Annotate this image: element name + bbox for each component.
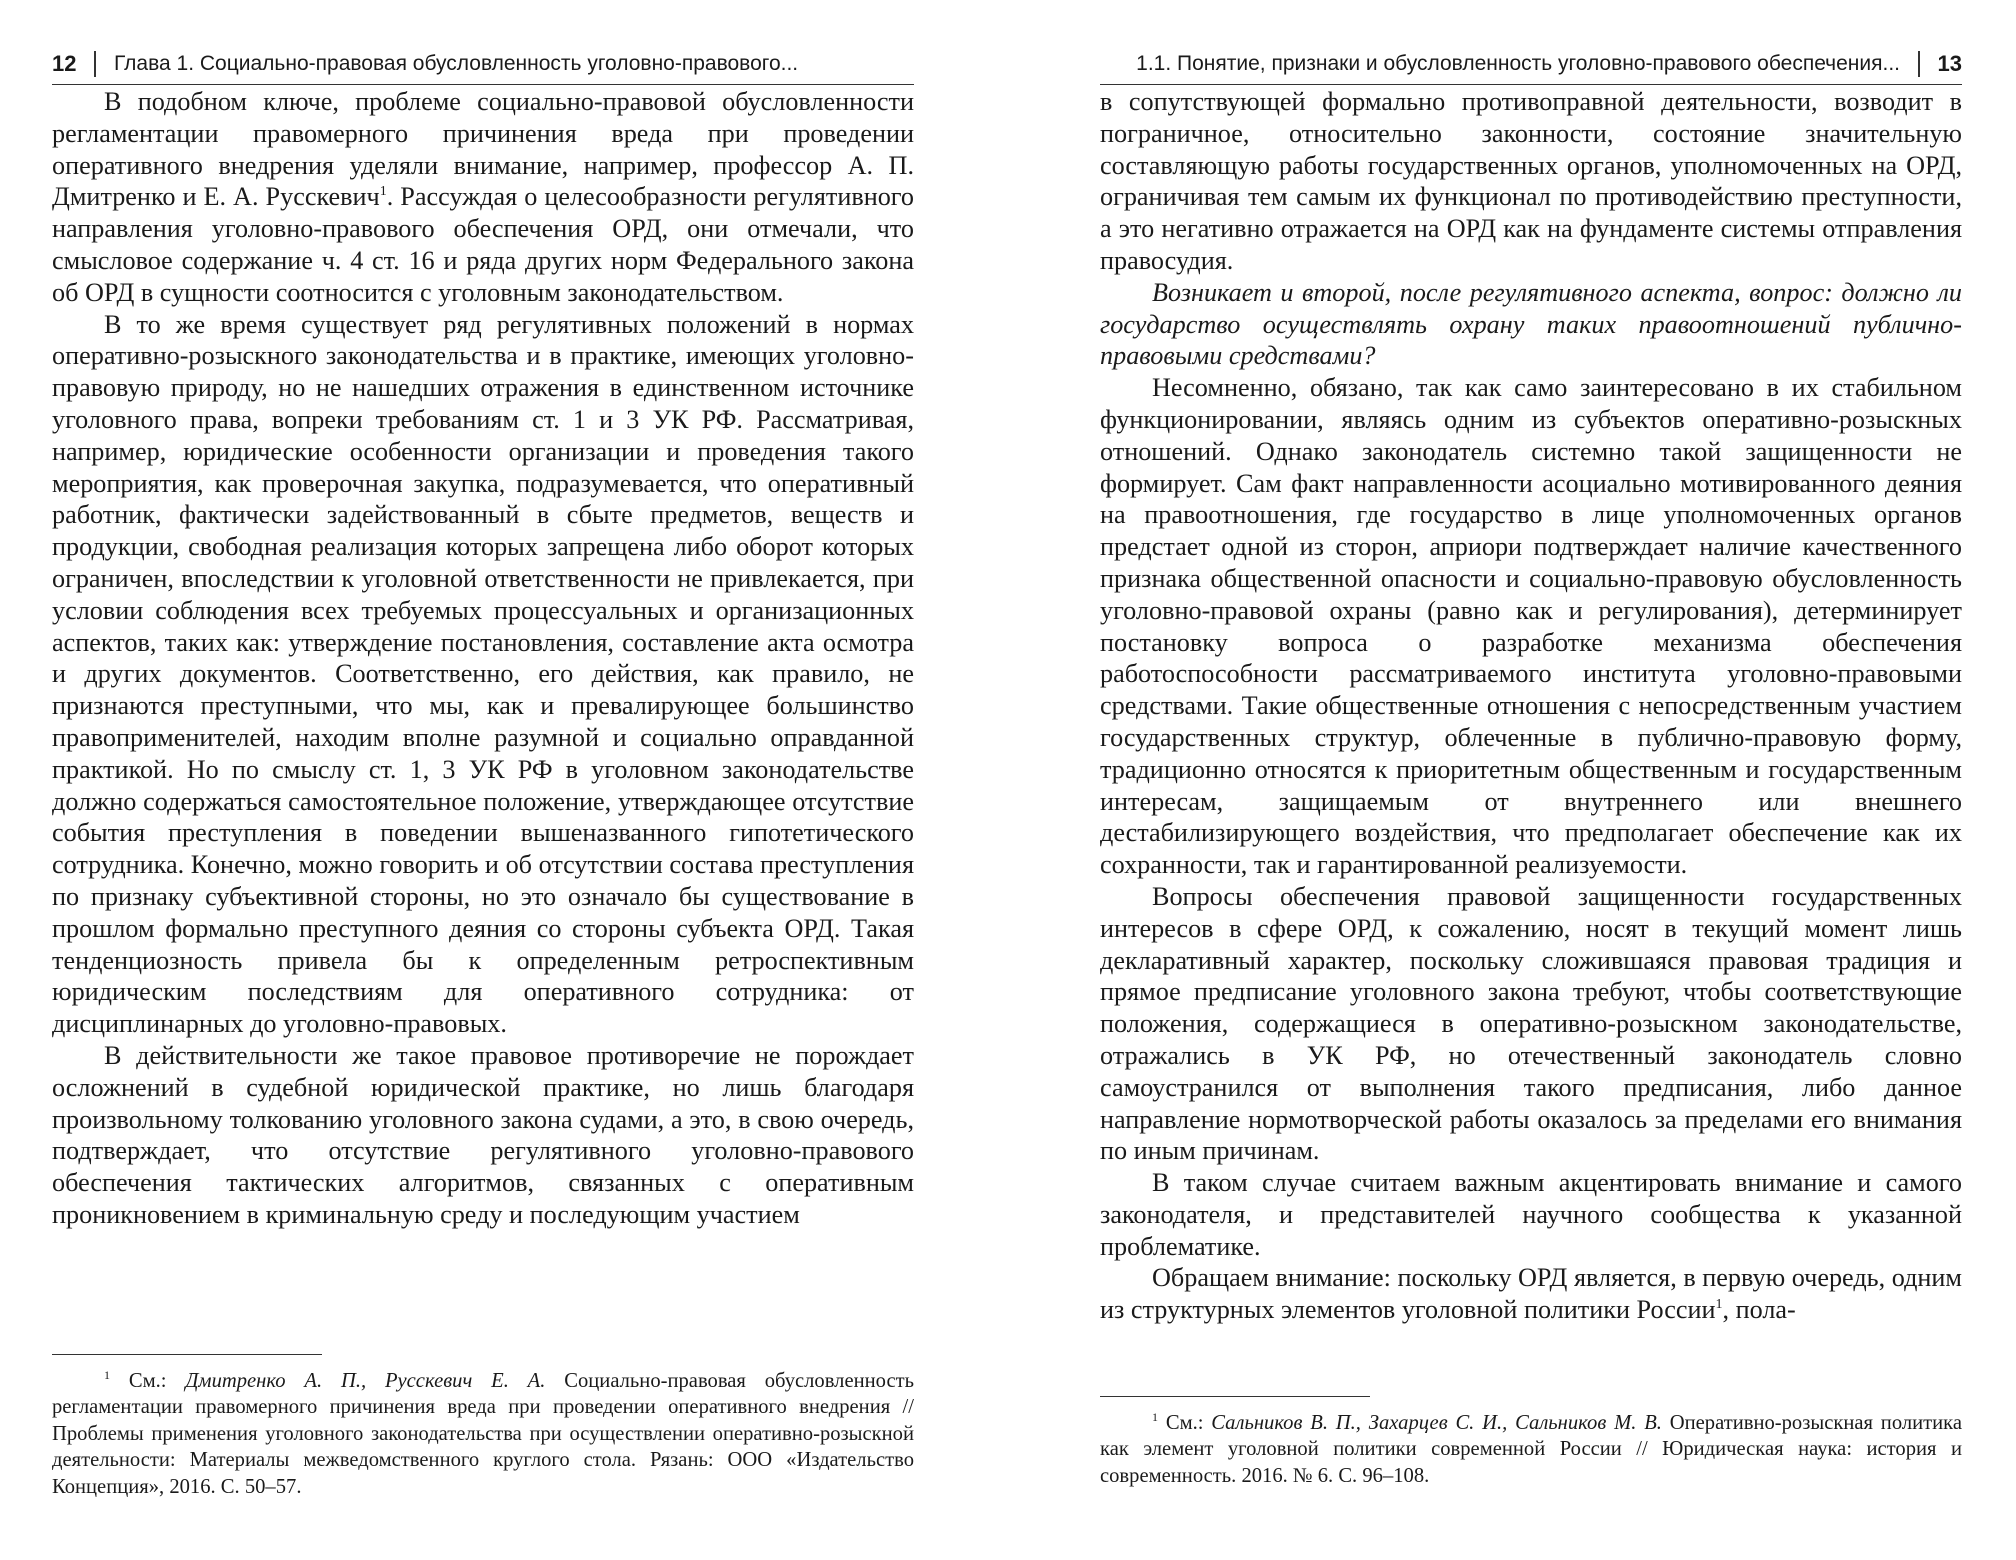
right-paragraph-3: Несомненно, обязано, так как само заинтересовано в их стабильном функционировании, являясь одним из субъектов оперативно-розыскных отношений. Однако законодатель системно такой защищенности не формирует. Сам факт направленности асоциально мотивированного деяния на правоотношения, где государство в лице уполномоченных органов предстает одной из сторон, априори подтверждает наличие качественного признака общественной опасности и социально-правовую обусловленность уголовно-правовой охраны (равно как и регулирования), детерминирует постановку вопроса о разработке механизма обеспечения работоспособности рассматриваемого института уголовно-правовыми средствами. Такие общественные отношения с непосредственным участием государственных структур, облеченные в публично-правовую форму, традиционно относятся к приоритетным общественным и государственным интересам, защищаемым от внутреннего или внешнего дестабилизирующего воздействия, что предполагает обеспечение как их сохранности, так и гарантированной реализуемости. [1100,373,1962,880]
left-body-text [52,86,914,1231]
paragraph-text: Обращаем внимание: поскольку ОРД является, в первую очередь, одним из структурных элементов уголовной политики России [1100,1263,1962,1325]
left-page [52,0,914,1560]
right-paragraph-4: Вопросы обеспечения правовой защищенности государственных интересов в сфере ОРД, к сожалению, носят в текущий момент лишь декларативный характер, поскольку сложившаяся правовая традиция и прямое предписание уголовного закона требуют, чтобы соответствующие положения, содержащиеся в оперативно-розыскном законодательстве, отражались в УК РФ, но отечественный законодатель словно самоустранился от выполнения такого предписания, либо данное направление нормотворческой работы оказалось за пределами его внимания по иным причинам. [1100,881,1962,1166]
right-footnote [1100,1410,1962,1489]
footnote-mark: 1 [1152,1410,1158,1424]
right-page-number: 13 [1937,51,1962,76]
footnote-prefix: См.: [128,1370,186,1392]
footnote-mark: 1 [104,1368,110,1382]
footnote-authors: Сальников В. П., Захарцев С. И., Сальников М. В. [1211,1412,1662,1434]
right-running-title: 1.1. Понятие, признаки и обусловленность уголовно-правового обеспечения... [1136,52,1901,75]
footnote-text: Социально-правовая обусловленность регламентации правомерного причинения вреда при проведении оперативного внедрения // Проблемы применения уголовного законодательства при осуществлении оперативно-розыскной деятельности: Материалы межведомственного круглого стола. Рязань: ООО «Издательство Концепция», 2016. С. 50–57. [52,1370,914,1498]
left-paragraph-3: В действительности же такое правовое противоречие не порождает осложнений в судебной юридической практике, но лишь благодаря произвольному толкованию уголовного закона судами, а это, в свою очередь, подтверждает, что отсутствие регулятивного уголовно-правового обеспечения тактических алгоритмов, связанных с оперативным проникновением в криминальную среду и последующим участием [52,1040,914,1229]
left-footnote [52,1368,914,1500]
left-running-title: Глава 1. Социально-правовая обусловленность уголовно-правового... [113,52,799,75]
left-paragraph-1 [52,86,914,309]
paragraph-text: , пола- [1722,1295,1796,1325]
paragraph-text: В подобном ключе, проблеме социально-правовой обусловленности регламентации правомерного причинения вреда при проведении оперативного внедрения уделяли внимание, например, профессор А. П. Дмитренко и Е. А. Русскевич [52,87,914,212]
right-paragraph-1: в сопутствующей формально противоправной деятельности, возводит в пограничное, относительно законности, состояние значительную составляющую работы государственных органов, уполномоченных на ОРД, ограничивая тем самым их функционал по противодействию преступности, а это негативно отражается на ОРД как на фундаменте системы отправления правосудия. [1100,87,1962,275]
right-body-text [1100,86,1962,1326]
right-footnote-rule [1100,1396,1370,1397]
running-head-separator [1918,51,1920,77]
footnote-authors: Дмитренко А. П., Русскевич Е. А. [185,1370,546,1392]
footnote-ref: 1 [1715,1297,1723,1313]
right-paragraph-5: В таком случае считаем важным акцентировать внимание и самого законодателя, и представителей научного сообщества к указанной проблематике. [1100,1168,1962,1261]
footnote-text: Оперативно-розыскная политика как элемент уголовной политики современной России // Юридическая наука: история и современность. 2016. № 6. С. 96–108. [1100,1412,1962,1487]
running-head-separator [94,51,96,77]
footnote-prefix: См.: [1165,1412,1212,1434]
right-paragraph-6 [1100,1262,1962,1326]
right-running-head [1100,44,1962,85]
right-page [1100,0,1962,1560]
paragraph-text: . Рассуждая о целесообразности регулятивного направления уголовно-правового обеспечения ОРД, они отмечали, что смысловое содержание ч. 4 ст. 16 и ряда других норм Федерального закона об ОРД в сущности соотносится с уголовным законодательством. [52,182,914,307]
left-running-head [52,44,914,85]
right-question-paragraph: Возникает и второй, после регулятивного аспекта, вопрос: должно ли государство осуществлять охрану таких правоотношений публично-правовыми средствами? [1100,277,1962,371]
left-paragraph-2: В то же время существует ряд регулятивных положений в нормах оперативно-розыскного законодательства и в практике, имеющих уголовно-правовую природу, но не нашедших отражения в единственном источнике уголовного права, вопреки требованиям ст. 1 и 3 УК РФ. Рассматривая, например, юридические особенности организации и проведения такого мероприятия, как проверочная закупка, подразумевается, что оперативный работник, фактически задействованный в сбыте предметов, веществ и продукции, свободная реализация которых запрещена либо оборот которых ограничен, впоследствии к уголовной ответственности не привлекается, при условии соблюдения всех требуемых процессуальных и организационных аспектов, таких как: утверждение постановления, составление акта осмотра и других документов. Соответственно, его действия, как правило, не признаются преступными, что мы, как и превалирующее большинство правоприменителей, находим вполне разумной и социально оправданной практикой. Но по смыслу ст. 1, 3 УК РФ в уголовном законодательстве должно содержаться самостоятельное положение, утверждающее отсутствие события преступления в поведении вышеназванного гипотетического сотрудника. Конечно, можно говорить и об отсутствии состава преступления по признаку субъективной стороны, но это означало бы существование в прошлом формально преступного деяния со стороны субъекта ОРД. Такая тенденциозность привела бы к определенным ретроспективным юридическим последствиям для оперативного сотрудника: от дисциплинарных до уголовно-правовых. [52,309,914,1039]
footnote-ref: 1 [379,184,387,200]
left-footnote-rule [52,1354,322,1355]
left-page-number: 12 [52,51,77,76]
